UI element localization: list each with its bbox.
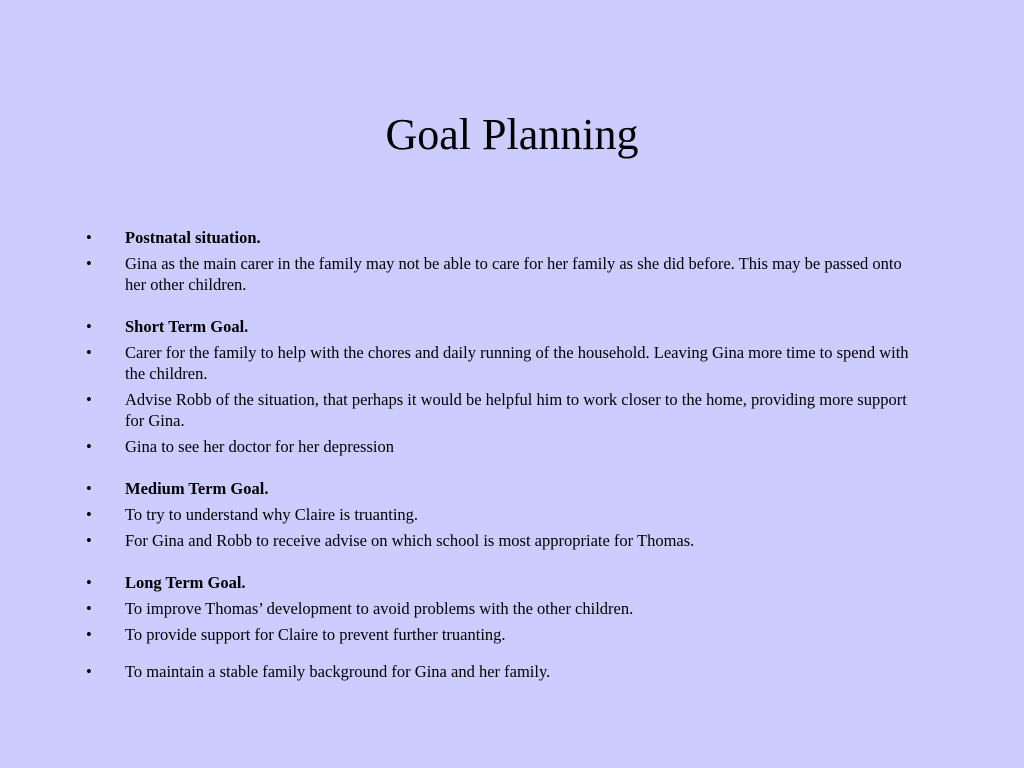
bullet-text: To improve Thomas’ development to avoid problems with the other children. xyxy=(125,599,634,618)
bullet-marker: • xyxy=(86,599,92,618)
bullet-marker: • xyxy=(86,317,92,336)
bullet-text: Advise Robb of the situation, that perhaps it would be helpful him to work closer to the home, providing more support for Gina. xyxy=(125,390,907,430)
bullet-text: Carer for the family to help with the chores and daily running of the household. Leaving Gina more time to spend with the children. xyxy=(125,343,909,383)
list-item xyxy=(86,478,926,499)
list-item xyxy=(86,436,926,457)
list-item xyxy=(86,389,926,431)
bullet-text: To maintain a stable family background for Gina and her family. xyxy=(125,662,551,681)
section-heading-postnatal: Postnatal situation. xyxy=(125,228,261,247)
list-item xyxy=(86,661,926,682)
list-item xyxy=(86,227,926,248)
slide-title: Goal Planning xyxy=(385,110,639,159)
bullet-marker: • xyxy=(86,625,92,644)
list-item xyxy=(86,624,926,645)
bullet-list xyxy=(86,227,926,687)
list-item xyxy=(86,253,926,295)
bullet-marker: • xyxy=(86,573,92,592)
bullet-text: To try to understand why Claire is truanting. xyxy=(125,505,419,524)
bullet-marker: • xyxy=(86,228,92,247)
bullet-text: Gina to see her doctor for her depression xyxy=(125,437,394,456)
bullet-marker: • xyxy=(86,390,92,409)
bullet-marker: • xyxy=(86,254,92,273)
list-item xyxy=(86,504,926,525)
bullet-text: To provide support for Claire to prevent further truanting. xyxy=(125,625,506,644)
bullet-marker: • xyxy=(86,662,92,681)
list-item xyxy=(86,530,926,551)
section-heading-medium-term: Medium Term Goal. xyxy=(125,479,269,498)
bullet-text: Gina as the main carer in the family may not be able to care for her family as she did before. This may be passed onto her other children. xyxy=(125,254,902,294)
list-item xyxy=(86,342,926,384)
list-item xyxy=(86,572,926,593)
bullet-marker: • xyxy=(86,437,92,456)
bullet-text: For Gina and Robb to receive advise on which school is most appropriate for Thomas. xyxy=(125,531,695,550)
list-item xyxy=(86,316,926,337)
bullet-marker: • xyxy=(86,479,92,498)
bullet-marker: • xyxy=(86,531,92,550)
bullet-marker: • xyxy=(86,343,92,362)
section-heading-long-term: Long Term Goal. xyxy=(125,573,246,592)
section-heading-short-term: Short Term Goal. xyxy=(125,317,249,336)
bullet-marker: • xyxy=(86,505,92,524)
list-item xyxy=(86,598,926,619)
